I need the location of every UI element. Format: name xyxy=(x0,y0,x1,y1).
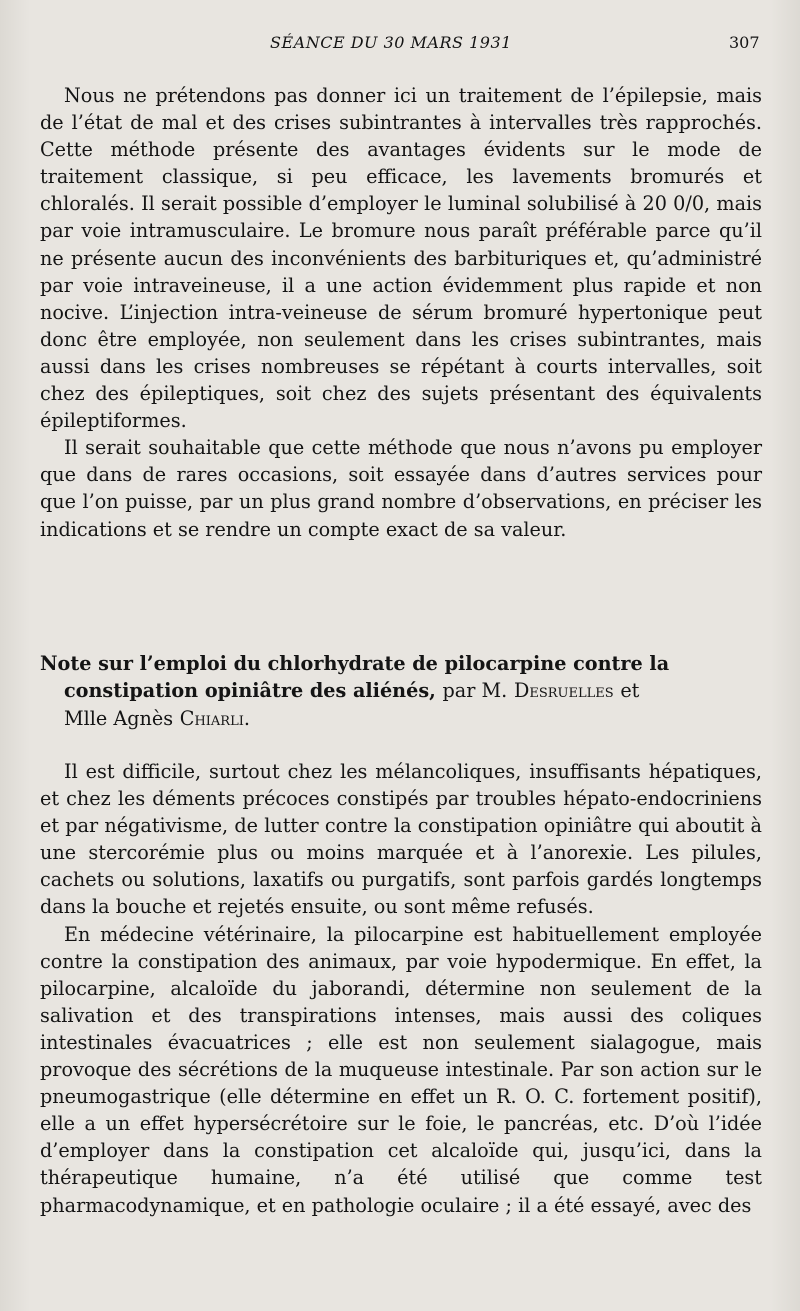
article-title-line1: Note sur l’emploi du chlorhydrate de pilocarpine contre la xyxy=(40,652,670,675)
section-pilocarpine xyxy=(40,758,762,1219)
article-heading xyxy=(40,650,762,732)
article-title-line2: constipation opiniâtre des aliénés, xyxy=(64,679,436,703)
paragraph: Nous ne prétendons pas donner ici un traitement de l’épilepsie, mais de l’état de mal et des crises subintrantes à intervalles très rapprochés. Cette méthode présente des avantages évidents sur le mode de traitement classique, si peu efficace, les lavements bromurés et chloralés. Il serait possible d’employer le luminal solubilisé à 20 0/0, mais par voie intramusculaire. Le bromure nous paraît préférable parce qu’il ne présente aucun des inconvénients des barbituriques et, qu’administré par voie intraveineuse, il a une action évidemment plus rapide et non nocive. L’injection intra-veineuse de sérum bromuré hypertonique peut donc être employée, non seulement dans les crises subintrantes, mais aussi dans les crises nombreuses se répétant à courts intervalles, soit chez des épileptiques, soit chez des sujets présentant des équivalents épileptiformes. xyxy=(40,84,762,433)
section-epilepsy-conclusion xyxy=(40,82,762,543)
author-and: et xyxy=(620,679,640,703)
running-header xyxy=(0,33,800,57)
paragraph: Il est difficile, surtout chez les mélancoliques, insuffisants hépatiques, et chez les déments précoces constipés par troubles hépato-endocriniens et par négativisme, de lutter contre la constipation opiniâtre qui aboutit à une stercorémie plus ou moins marquée et à l’anorexie. Les pilules, cachets ou solutions, laxatifs ou purgatifs, sont parfois gardés longtemps dans la bouche et rejetés ensuite, ou sont même refusés. xyxy=(40,760,762,919)
article-authors-line xyxy=(40,705,762,732)
author-2-prefix: Mlle Agnès xyxy=(64,706,174,730)
paragraph: En médecine vétérinaire, la pilocarpine est habituellement employée contre la constipation des animaux, par voie hypodermique. En effet, la pilocarpine, alcaloïde du jaborandi, détermine non seulement de la salivation et des transpirations intenses, mais aussi des coliques intestinales évacuatrices ; elle est non seulement sialagogue, mais provoque des sécrétions de la muqueuse intestinale. Par son action sur le pneumogastrique (elle détermine en effet un R. O. C. fortement positif), elle a un effet hypersécrétoire sur le foie, le pancréas, etc. D’où l’idée d’employer dans la constipation cet alcaloïde qui, jusqu’ici, dans la thérapeutique humaine, n’a été utilisé que comme test pharmacodynamique, et en pathologie oculaire ; il a été essayé, avec des xyxy=(40,922,762,1217)
article-title-line2-wrapper xyxy=(40,677,762,704)
running-title: SÉANCE DU 30 MARS 1931 xyxy=(270,33,512,52)
paragraph: Il serait souhaitable que cette méthode que nous n’avons pu employer que dans de rares occasions, soit essayée dans d’autres services pour que l’on puisse, par un plus grand nombre d’observations, en préciser les indications et se rendre un compte exact de sa valeur. xyxy=(40,436,762,541)
author-name-1: Desruelles xyxy=(513,679,614,703)
author-name-2: Chiarli. xyxy=(179,706,250,730)
page-number: 307 xyxy=(729,33,760,52)
author-by: par M. xyxy=(442,679,508,703)
